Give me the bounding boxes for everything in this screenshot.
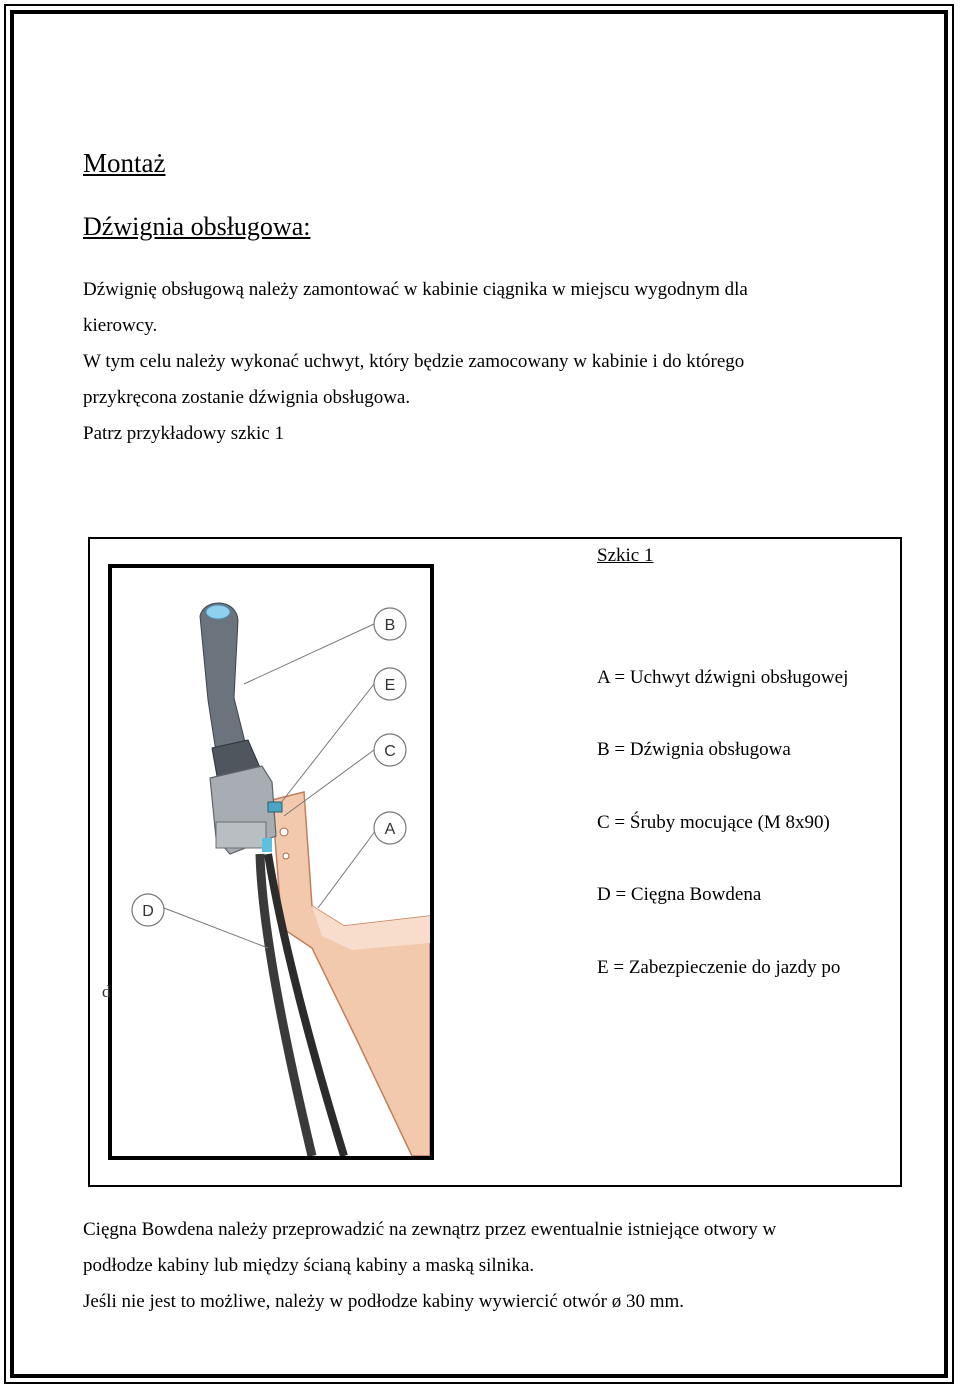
callout-e-label: E	[384, 677, 396, 694]
fitting-blue	[262, 838, 272, 852]
callout-d-label: D	[142, 903, 154, 920]
intro-line-5: Patrz przykładowy szkic 1	[83, 423, 285, 444]
callout-line-e	[280, 684, 374, 804]
callout-a	[374, 812, 406, 844]
callout-d	[132, 894, 164, 926]
figure-title: Szkic 1	[597, 545, 654, 566]
intro-line-2: kierowcy.	[83, 315, 158, 336]
intro-paragraph	[83, 272, 863, 452]
callout-a-label: A	[384, 821, 396, 838]
lever-handle-shape	[200, 603, 246, 752]
lever-base-block	[216, 822, 266, 848]
callout-c	[374, 734, 406, 766]
legend-item-a: A = Uchwyt dźwigni obsługowej	[597, 667, 849, 688]
lever-drawing	[112, 568, 430, 1156]
legend-item-e: E = Zabezpieczenie do jazdy po	[597, 957, 841, 978]
callout-b-label: B	[384, 617, 396, 634]
section-heading: Dźwignia obsługowa:	[83, 212, 311, 241]
callout-b	[374, 608, 406, 640]
callout-c-label: C	[384, 743, 396, 760]
outro-paragraph	[83, 1212, 883, 1320]
lever-top-button	[206, 605, 230, 619]
callout-e	[374, 668, 406, 700]
stray-character: d	[102, 982, 111, 1001]
bracket-hole-1	[280, 828, 288, 836]
callout-line-d	[164, 908, 268, 948]
callout-line-c	[284, 750, 374, 816]
bracket-hole-2	[283, 853, 289, 859]
legend-item-d: D = Cięgna Bowdena	[597, 884, 762, 905]
page-heading: Montaż	[83, 148, 166, 178]
intro-line-3: W tym celu należy wykonać uchwyt, który będzie zamocowany w kabinie i do którego	[83, 351, 745, 372]
lever-illustration	[108, 564, 434, 1160]
intro-line-4: przykręcona zostanie dźwignia obsługowa.	[83, 387, 411, 408]
intro-line-1: Dźwignię obsługową należy zamontować w kabinie ciągnika w miejscu wygodnym dla	[83, 279, 748, 300]
legend-item-c: C = Śruby mocujące (M 8x90)	[597, 812, 830, 833]
outro-line-3: Jeśli nie jest to możliwe, należy w podłodze kabiny wywiercić otwór ø 30 mm.	[83, 1291, 684, 1312]
callout-line-a	[318, 830, 376, 908]
legend-item-b: B = Dźwignia obsługowa	[597, 739, 791, 760]
callout-line-b	[244, 624, 374, 684]
outro-line-1: Cięgna Bowdena należy przeprowadzić na zewnątrz przez ewentualnie istniejące otwory w	[83, 1219, 777, 1240]
outro-line-2: podłodze kabiny lub między ścianą kabiny a maską silnika.	[83, 1255, 535, 1276]
